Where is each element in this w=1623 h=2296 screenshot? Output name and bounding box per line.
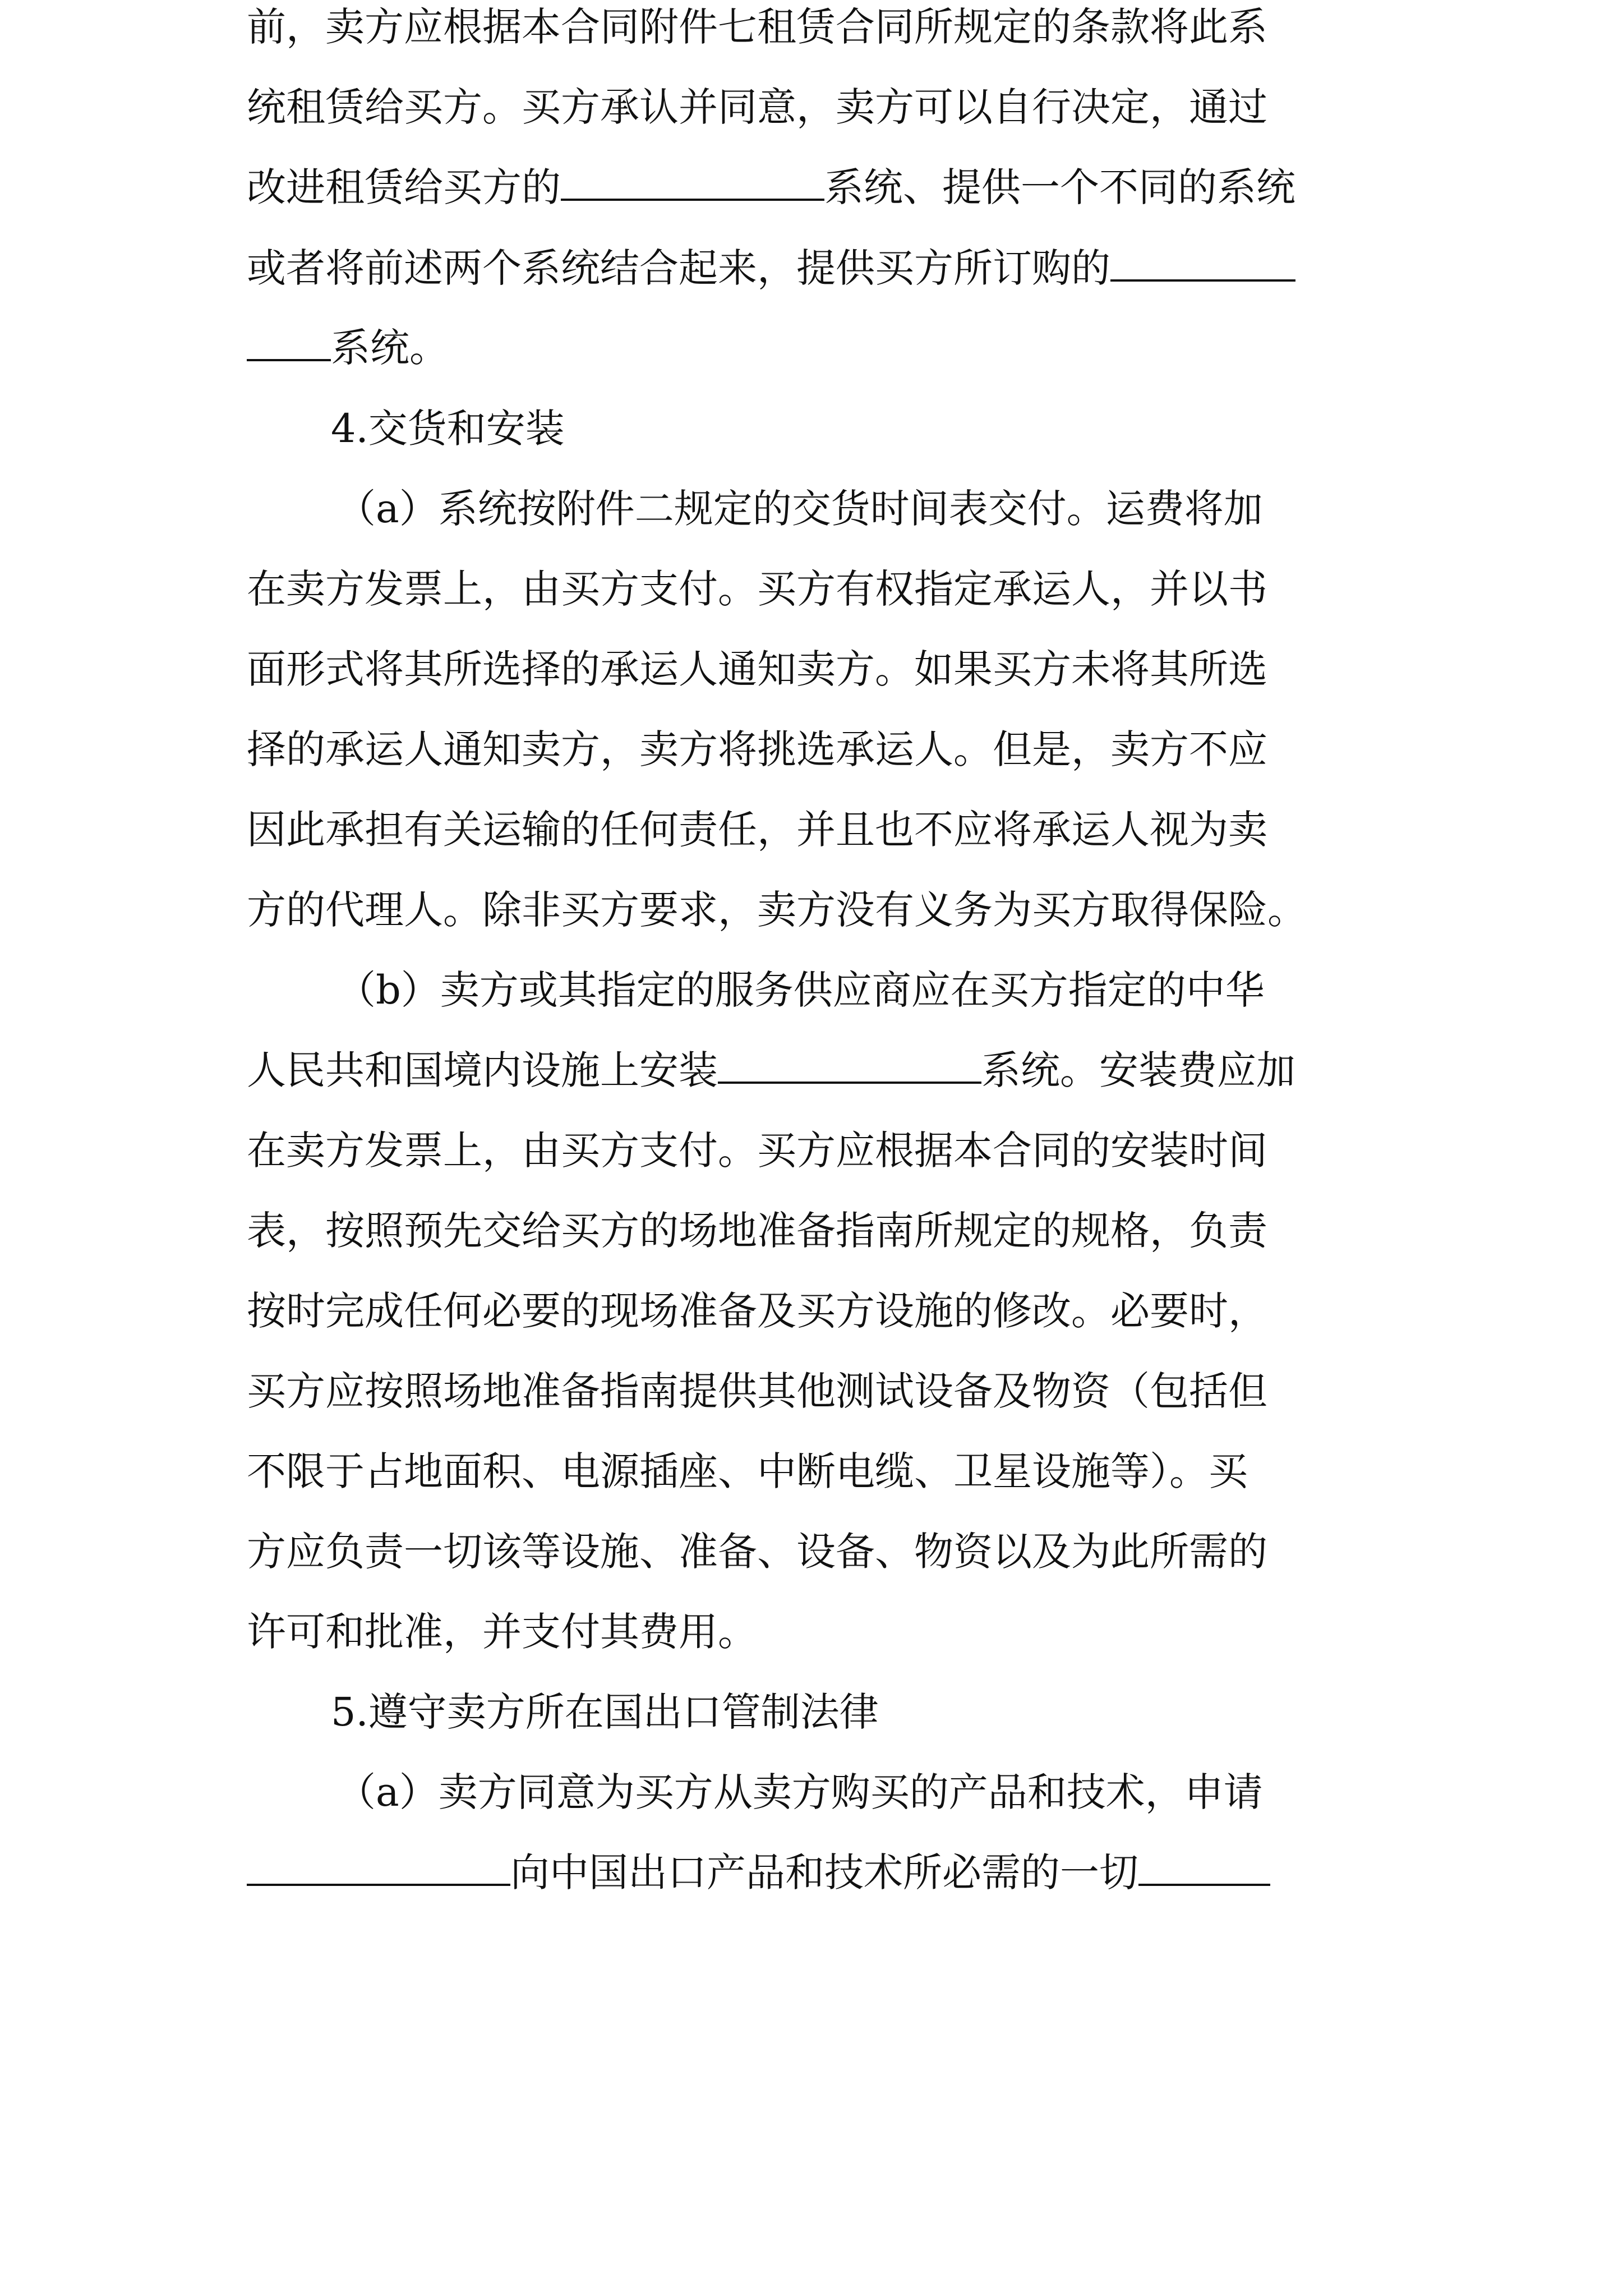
text-line bbox=[247, 0, 1267, 54]
text-line bbox=[247, 1284, 1267, 1338]
text-segment: （a）卖方同意为买方从卖方购买的产品和技术，申请 bbox=[336, 1769, 1263, 1815]
text-segment: 按时完成任何必要的现场准备及买方设施的修改。必要时， bbox=[247, 1288, 1267, 1334]
text-line bbox=[247, 723, 1267, 776]
text-line bbox=[247, 1364, 1267, 1418]
text-segment: 方应负责一切该等设施、准备、设备、物资以及为此所需的 bbox=[247, 1529, 1267, 1575]
text-segment: 系统。安装费应加 bbox=[981, 1047, 1295, 1093]
text-line bbox=[247, 1204, 1267, 1258]
text-line bbox=[247, 562, 1267, 616]
text-line bbox=[336, 1765, 1263, 1819]
text-line bbox=[331, 1685, 879, 1739]
text-segment: 人民共和国境内设施上安装 bbox=[247, 1047, 718, 1093]
text-segment: （b）卖方或其指定的服务供应商应在买方指定的中华 bbox=[336, 967, 1265, 1013]
text-segment: 在卖方发票上，由买方支付。买方有权指定承运人，并以书 bbox=[247, 566, 1267, 612]
fill-in-blank[interactable] bbox=[1110, 243, 1295, 282]
fill-in-blank[interactable] bbox=[561, 163, 824, 201]
text-line bbox=[247, 1846, 1270, 1899]
text-segment: 系统。 bbox=[331, 325, 449, 371]
text-line bbox=[247, 321, 449, 375]
text-segment: 系统、提供一个不同的系统 bbox=[824, 164, 1295, 210]
fill-in-blank[interactable] bbox=[1138, 1848, 1270, 1886]
text-line bbox=[247, 642, 1267, 696]
fill-in-blank[interactable] bbox=[718, 1046, 981, 1084]
text-line bbox=[247, 1043, 1295, 1097]
text-line bbox=[247, 241, 1295, 295]
text-segment: 买方应按照场地准备指南提供其他测试设备及物资（包括但 bbox=[247, 1368, 1267, 1414]
text-line bbox=[247, 883, 1307, 937]
text-line bbox=[247, 803, 1267, 857]
text-segment: 在卖方发票上，由买方支付。买方应根据本合同的安装时间 bbox=[247, 1128, 1267, 1174]
fill-in-blank[interactable] bbox=[247, 323, 331, 361]
text-line bbox=[336, 963, 1265, 1017]
text-segment: 方的代理人。除非买方要求，卖方没有义务为买方取得保险。 bbox=[247, 887, 1307, 933]
text-segment: 前，卖方应根据本合同附件七租赁合同所规定的条款将此系 bbox=[247, 4, 1267, 50]
text-line bbox=[247, 1525, 1267, 1579]
text-segment: 面形式将其所选择的承运人通知卖方。如果买方未将其所选 bbox=[247, 646, 1267, 692]
text-segment: 改进租赁给买方的 bbox=[247, 164, 561, 210]
text-segment: 许可和批准，并支付其费用。 bbox=[247, 1609, 757, 1655]
text-segment: 向中国出口产品和技术所必需的一切 bbox=[510, 1849, 1138, 1895]
text-line bbox=[247, 1444, 1248, 1498]
text-segment: 统租赁给买方。买方承认并同意，卖方可以自行决定，通过 bbox=[247, 84, 1267, 130]
text-segment: （a）系统按附件二规定的交货时间表交付。运费将加 bbox=[336, 486, 1263, 532]
text-segment: 择的承运人通知卖方，卖方将挑选承运人。但是，卖方不应 bbox=[247, 726, 1267, 772]
text-segment: 4.交货和安装 bbox=[331, 406, 565, 452]
text-line bbox=[247, 80, 1267, 134]
text-line bbox=[247, 1124, 1267, 1177]
text-segment: 不限于占地面积、电源插座、中断电缆、卫星设施等）。买 bbox=[247, 1448, 1248, 1494]
text-segment: 因此承担有关运输的任何责任，并且也不应将承运人视为卖 bbox=[247, 807, 1267, 853]
text-line bbox=[336, 482, 1263, 536]
text-segment: 表，按照预先交给买方的场地准备指南所规定的规格，负责 bbox=[247, 1208, 1267, 1254]
text-segment: 或者将前述两个系统结合起来，提供买方所订购的 bbox=[247, 245, 1110, 291]
text-segment: 5.遵守卖方所在国出口管制法律 bbox=[331, 1689, 879, 1735]
text-line bbox=[247, 160, 1295, 214]
text-line bbox=[247, 1605, 757, 1659]
text-line bbox=[331, 402, 565, 455]
fill-in-blank[interactable] bbox=[247, 1848, 510, 1886]
